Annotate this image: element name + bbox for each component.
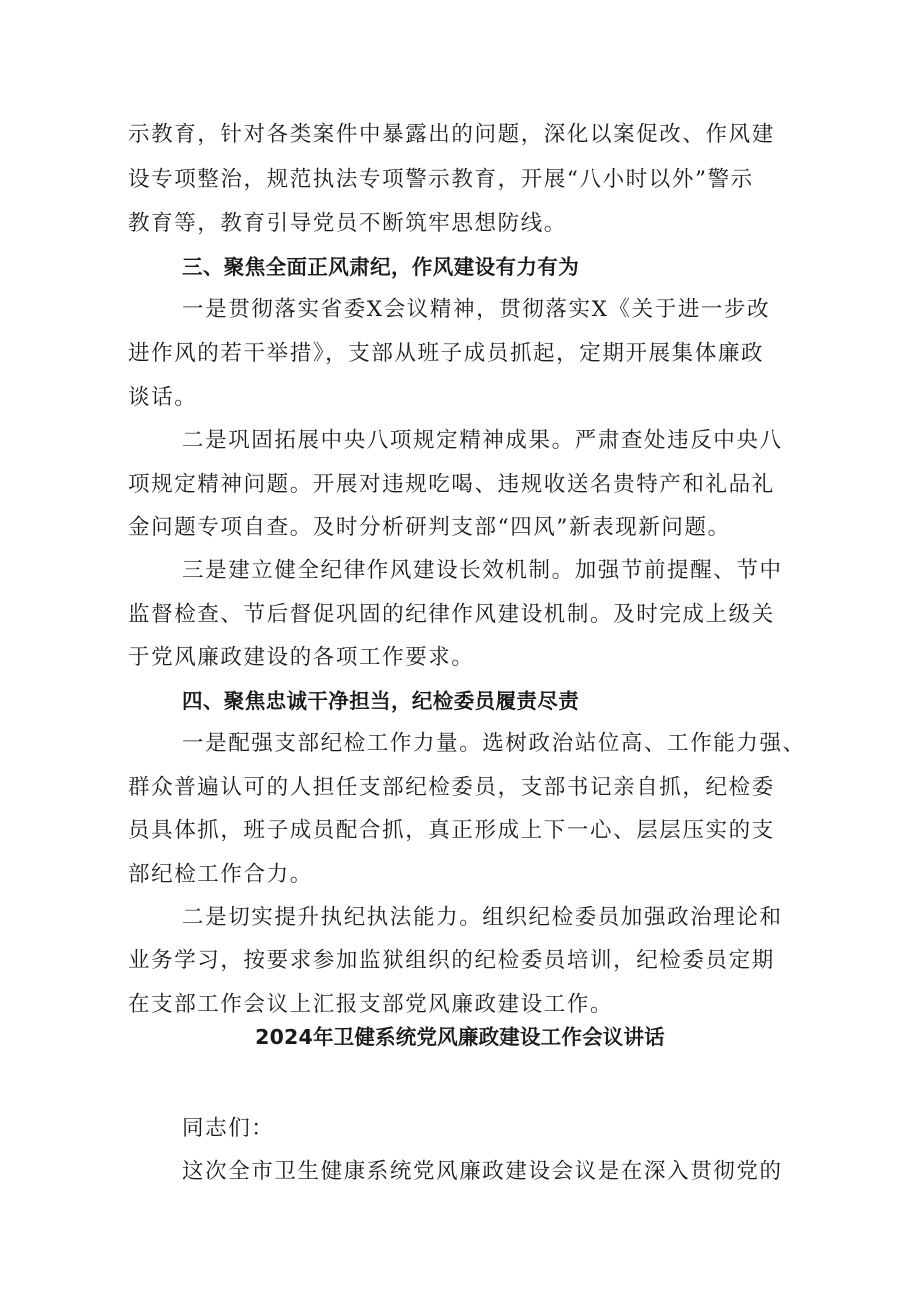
body-line: 在支部工作会议上汇报支部党风廉政建设工作。 — [128, 992, 614, 1017]
speech-title: 2024年卫健系统党风廉政建设工作会议讲话 — [255, 1025, 665, 1049]
section-heading: 四、聚焦忠诚干净担当，纪检委员履责尽责 — [182, 689, 580, 713]
body-line: 监督检查、节后督促巩固的纪律作风建设机制。及时完成上级关 — [128, 602, 775, 627]
body-line: 教育等，教育引导党员不断筑牢思想防线。 — [128, 211, 567, 236]
body-line: 三是建立健全纪律作风建设长效机制。加强节前提醒、节中 — [182, 558, 783, 583]
body-line: 群众普遍认可的人担任支部纪检委员，支部书记亲自抓，纪检委 — [128, 775, 775, 800]
body-line: 员具体抓，班子成员配合抓，真正形成上下一心、层层压实的支 — [128, 818, 775, 843]
body-line: 二是切实提升执纪执法能力。组织纪检委员加强政治理论和 — [182, 905, 783, 930]
body-line: 于党风廉政建设的各项工作要求。 — [128, 645, 475, 670]
body-line: 谈话。 — [128, 385, 198, 410]
body-line: 二是巩固拓展中央八项规定精神成果。严肃查处违反中央八 — [182, 428, 783, 453]
body-line: 示教育，针对各类案件中暴露出的问题，深化以案促改、作风建 — [128, 122, 775, 147]
body-line: 金问题专项自查。及时分析研判支部“四风”新表现新问题。 — [128, 515, 731, 540]
body-line: 一是贯彻落实省委X会议精神，贯彻落实X《关于进一步改 — [182, 297, 771, 322]
body-line: 部纪检工作合力。 — [128, 862, 313, 887]
body-line: 进作风的若干举措》，支部从班子成员抓起，定期开展集体廉政 — [128, 341, 765, 366]
body-line: 设专项整治，规范执法专项警示教育，开展“八小时以外”警示 — [128, 167, 754, 192]
body-line: 一是配强支部纪检工作力量。选树政治站位高、工作能力强、 — [182, 731, 806, 756]
section-heading: 三、聚焦全面正风肃纪，作风建设有力有为 — [182, 255, 580, 279]
salutation: 同志们： — [182, 1116, 275, 1141]
body-line: 业务学习，按要求参加监狱组织的纪检委员培训，纪检委员定期 — [128, 948, 775, 973]
body-line: 项规定精神问题。开展对违规吃喝、违规收送名贵特产和礼品礼 — [128, 472, 775, 497]
body-line: 这次全市卫生健康系统党风廉政建设会议是在深入贯彻党的 — [182, 1159, 783, 1184]
